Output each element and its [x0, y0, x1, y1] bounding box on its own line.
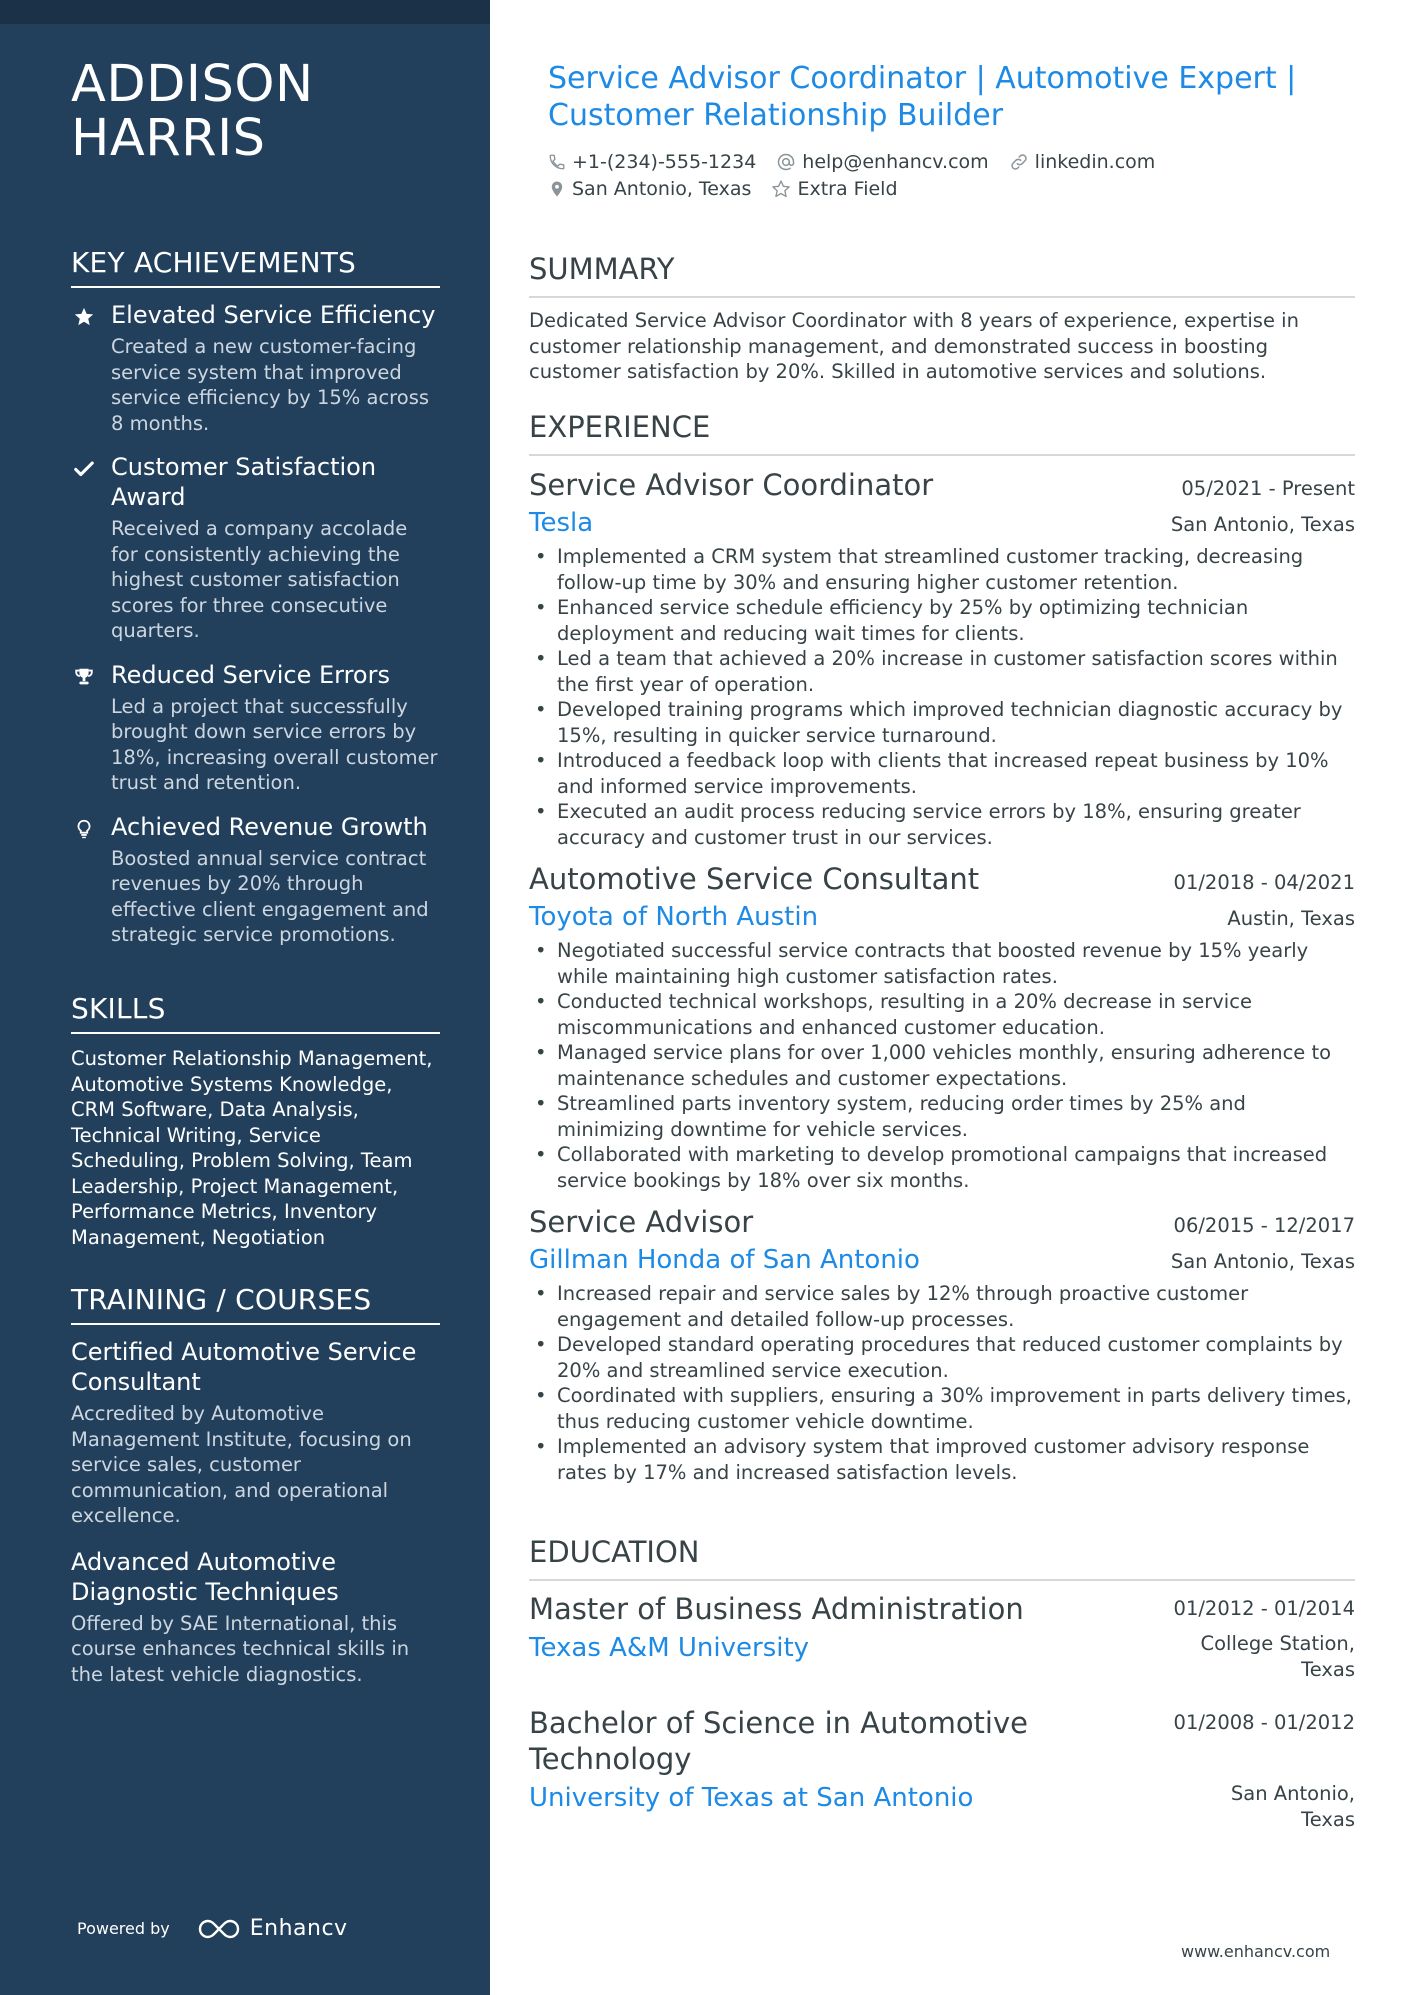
skills-list: Customer Relationship Management, Automotive Systems Knowledge, CRM Software, Data Analysis, Technical Writing, Service Scheduling, Problem Solving, Team Leadership, Project Management, Performance Metrics, Inventory Management, Negotiation [71, 1047, 433, 1249]
achievement-desc: Received a company accolade for consistently achieving the highest customer satisfaction scores for three consecutive quarters. [111, 517, 408, 642]
job-bullets [529, 1281, 1355, 1485]
education-location: College Station, Texas [1200, 1632, 1355, 1681]
job-company: Gillman Honda of San Antonio [529, 1245, 920, 1275]
job-bullet: • Coordinated with suppliers, ensuring a 30% improvement in parts delivery times, thus reducing customer vehicle downtime. [529, 1383, 1355, 1434]
location-contact [548, 178, 751, 200]
extra-field-text: Extra Field [797, 177, 898, 200]
job-bullet: • Implemented a CRM system that streamlined customer tracking, decreasing follow-up time by 30% and ensuring higher customer retention. [529, 544, 1355, 595]
job-entry [529, 860, 1355, 1193]
enhancv-logo-icon [196, 1917, 242, 1941]
course-title: Certified Automotive Service Consultant [71, 1338, 417, 1396]
achievement-item [71, 812, 440, 948]
school-name: Texas A&M University [529, 1633, 810, 1663]
course-item [71, 1547, 440, 1688]
location-text: San Antonio, Texas [572, 177, 752, 200]
job-date: 06/2015 - 12/2017 [1173, 1214, 1355, 1237]
job-bullet: • Developed standard operating procedures that reduced customer complaints by 20% and streamlined service execution. [529, 1332, 1355, 1383]
job-title: Service Advisor Coordinator [529, 468, 934, 502]
trophy-icon [71, 664, 97, 690]
job-location: San Antonio, Texas [1170, 1250, 1355, 1273]
job-bullet: • Conducted technical workshops, resulting in a 20% decrease in service miscommunications and enhanced customer education. [529, 989, 1355, 1040]
degree-title: Master of Business Administration [529, 1592, 1024, 1626]
job-bullet: • Negotiated successful service contracts that boosted revenue by 15% yearly while maintaining high customer satisfaction rates. [529, 938, 1355, 989]
job-entry [529, 1203, 1355, 1485]
education-title: EDUCATION [529, 1535, 1355, 1581]
education-section [529, 1535, 1355, 1855]
at-icon [776, 152, 796, 172]
achievement-title: Elevated Service Efficiency [111, 301, 436, 329]
achievement-title: Reduced Service Errors [111, 660, 390, 689]
lightbulb-icon [71, 816, 97, 842]
phone-text: +1-(234)-555-1234 [572, 150, 757, 173]
education-entry [529, 1705, 1355, 1833]
contact-row [548, 148, 1338, 175]
education-date: 01/2012 - 01/2014 [1173, 1597, 1355, 1620]
job-date: 05/2021 - Present [1181, 477, 1355, 500]
job-date: 01/2018 - 04/2021 [1173, 871, 1355, 894]
school-name: University of Texas at San Antonio [529, 1783, 974, 1813]
job-entry [529, 466, 1355, 850]
experience-title: EXPERIENCE [529, 410, 1355, 456]
key-achievements-title: KEY ACHIEVEMENTS [71, 246, 440, 288]
job-bullet: • Introduced a feedback loop with clients that increased repeat business by 10% and informed service improvements. [529, 748, 1355, 799]
degree-title: Bachelor of Science in Automotive Technology [529, 1706, 1028, 1776]
job-bullet: • Developed training programs which improved technician diagnostic accuracy by 15%, resulting in quicker service turnaround. [529, 697, 1355, 748]
job-bullet: • Implemented an advisory system that improved customer advisory response rates by 17% and increased satisfaction levels. [529, 1434, 1355, 1485]
job-company: Toyota of North Austin [529, 902, 819, 932]
job-bullets [529, 938, 1355, 1193]
star-icon [71, 304, 97, 330]
linkedin-text: linkedin.com [1034, 150, 1156, 173]
extra-field-contact [771, 178, 897, 200]
first-name: ADDISON [71, 55, 314, 114]
training-section [71, 1283, 440, 1705]
job-location: San Antonio, Texas [1170, 513, 1355, 536]
powered-by-label: Powered by [77, 1919, 170, 1938]
experience-section [529, 410, 1355, 1495]
achievement-item [71, 660, 440, 796]
achievement-item [71, 452, 440, 644]
job-company: Tesla [529, 508, 594, 538]
linkedin-contact[interactable] [1009, 151, 1156, 173]
job-title: Service Advisor [529, 1205, 754, 1239]
training-title: TRAINING / COURSES [71, 1283, 440, 1325]
job-bullet: • Increased repair and service sales by 12% through proactive customer engagement and detailed follow-up processes. [529, 1281, 1355, 1332]
email-contact[interactable] [776, 151, 988, 173]
candidate-name [71, 55, 451, 168]
summary-title: SUMMARY [529, 252, 1355, 298]
phone-contact[interactable] [548, 151, 756, 173]
contact-row [548, 175, 1338, 202]
star-outline-icon [771, 179, 791, 199]
achievement-desc: Boosted annual service contract revenues by 20% through effective client engagement and strategic service promotions. [111, 846, 429, 946]
achievement-desc: Led a project that successfully brought down service errors by 18%, increasing overall customer trust and retention. [111, 694, 438, 794]
powered-by [77, 1916, 348, 1941]
key-achievements-section [71, 246, 440, 964]
skills-title: SKILLS [71, 992, 440, 1034]
course-title: Advanced Automotive Diagnostic Techniques [71, 1547, 339, 1606]
sidebar-top-bar [0, 0, 490, 24]
job-title: Automotive Service Consultant [529, 862, 980, 896]
job-bullet: • Executed an audit process reducing service errors by 18%, ensuring greater accuracy and customer trust in our services. [529, 799, 1355, 850]
achievement-title: Achieved Revenue Growth [111, 812, 428, 841]
job-bullet: • Collaborated with marketing to develop promotional campaigns that increased service bookings by 18% over six months. [529, 1142, 1355, 1193]
footer-url[interactable]: www.enhancv.com [1181, 1942, 1331, 1961]
job-location: Austin, Texas [1227, 907, 1355, 930]
summary-text: Dedicated Service Advisor Coordinator with 8 years of experience, expertise in customer relationship management, and demonstrated success in boosting customer satisfaction by 20%. Skilled in automotive services and solutions. [529, 309, 1299, 383]
job-bullets [529, 544, 1355, 850]
achievement-title: Customer Satisfaction Award [111, 453, 377, 511]
check-icon [71, 456, 97, 482]
education-entry [529, 1591, 1355, 1683]
education-location: San Antonio, Texas [1230, 1782, 1355, 1831]
job-bullet: • Streamlined parts inventory system, reducing order times by 25% and minimizing downtime for vehicle services. [529, 1091, 1355, 1142]
brand-name: Enhancv [249, 1916, 348, 1941]
phone-icon [548, 153, 566, 171]
email-text: help@enhancv.com [802, 150, 989, 173]
brand-logo[interactable] [196, 1916, 348, 1941]
education-date: 01/2008 - 01/2012 [1173, 1711, 1355, 1734]
job-bullet: • Led a team that achieved a 20% increase in customer satisfaction scores within the first year of operation. [529, 646, 1355, 697]
skills-section [71, 992, 440, 1250]
location-pin-icon [548, 179, 566, 199]
link-icon [1009, 152, 1029, 172]
sidebar [0, 0, 490, 1995]
contact-info [548, 148, 1338, 202]
achievement-desc: Created a new customer-facing service system that improved service efficiency by 15% across 8 months. [111, 335, 430, 435]
last-name: HARRIS [71, 109, 266, 168]
course-desc: Accredited by Automotive Management Institute, focusing on service sales, customer communication, and operational excellence. [71, 1402, 412, 1527]
summary-section [529, 252, 1355, 385]
achievement-item [71, 300, 440, 436]
headline: Service Advisor Coordinator | Automotive Expert | Customer Relationship Builder [548, 61, 1297, 133]
job-bullet: • Enhanced service schedule efficiency by 25% by optimizing technician deployment and reducing wait times for clients. [529, 595, 1355, 646]
course-desc: Offered by SAE International, this course enhances technical skills in the latest vehicle diagnostics. [71, 1611, 410, 1686]
course-item [71, 1337, 440, 1529]
job-bullet: • Managed service plans for over 1,000 vehicles monthly, ensuring adherence to maintenance schedules and customer expectations. [529, 1040, 1355, 1091]
